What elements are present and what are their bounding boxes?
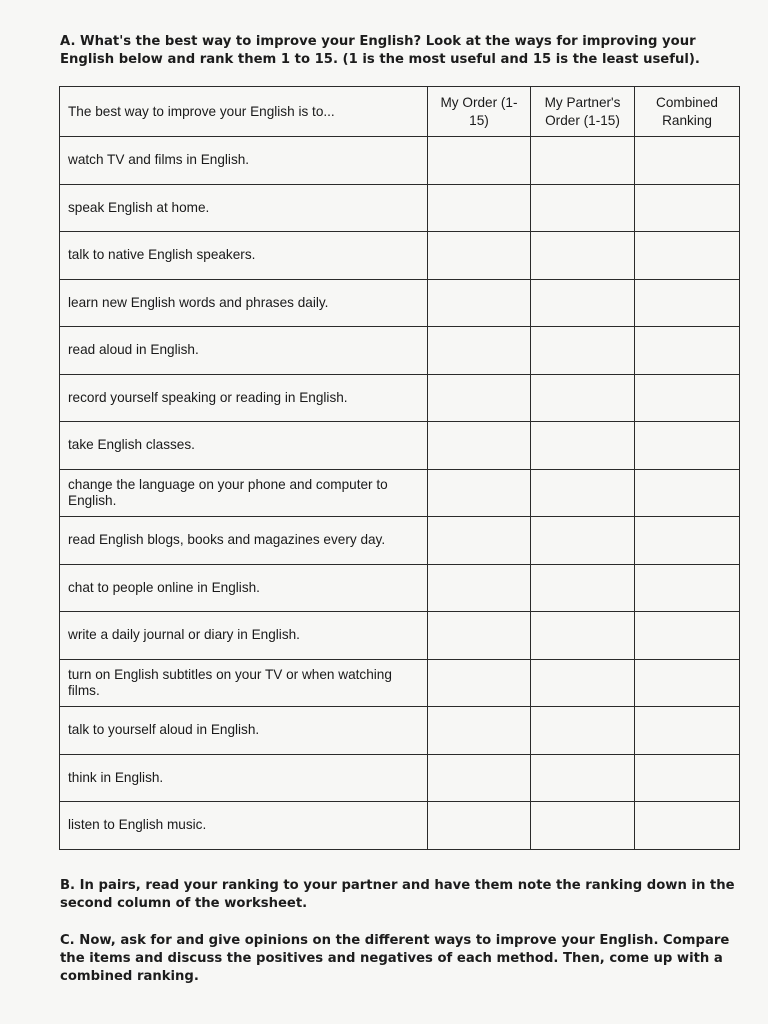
table-row xyxy=(60,232,740,280)
row-item-text: talk to native English speakers. xyxy=(60,232,428,280)
row-item-text: learn new English words and phrases daily. xyxy=(60,279,428,327)
row-item-text: change the language on your phone and computer to English. xyxy=(60,469,428,517)
combined-ranking-cell[interactable] xyxy=(635,422,740,470)
row-item-text: talk to yourself aloud in English. xyxy=(60,707,428,755)
partner-order-cell[interactable] xyxy=(531,564,635,612)
partner-order-cell[interactable] xyxy=(531,469,635,517)
row-item-text: write a daily journal or diary in English. xyxy=(60,612,428,660)
header-my-order: My Order (1-15) xyxy=(428,87,531,137)
header-combined-ranking: Combined Ranking xyxy=(635,87,740,137)
combined-ranking-cell[interactable] xyxy=(635,517,740,565)
partner-order-cell[interactable] xyxy=(531,184,635,232)
partner-order-cell[interactable] xyxy=(531,279,635,327)
row-item-text: take English classes. xyxy=(60,422,428,470)
table-header-row xyxy=(60,87,740,137)
header-ways: The best way to improve your English is to... xyxy=(60,87,428,137)
table-row xyxy=(60,422,740,470)
header-partner-order: My Partner's Order (1-15) xyxy=(531,87,635,137)
my-order-cell[interactable] xyxy=(428,422,531,470)
row-item-text: turn on English subtitles on your TV or when watching films. xyxy=(60,659,428,707)
my-order-cell[interactable] xyxy=(428,279,531,327)
instruction-c: C. Now, ask for and give opinions on the different ways to improve your English. Compare the items and discuss the positives and negatives of each method. Then, come up with a combined ranking. xyxy=(60,933,730,984)
combined-ranking-cell[interactable] xyxy=(635,612,740,660)
my-order-cell[interactable] xyxy=(428,374,531,422)
table-row xyxy=(60,564,740,612)
combined-ranking-cell[interactable] xyxy=(635,707,740,755)
combined-ranking-cell[interactable] xyxy=(635,327,740,375)
combined-ranking-cell[interactable] xyxy=(635,184,740,232)
row-item-text: listen to English music. xyxy=(60,802,428,850)
combined-ranking-cell[interactable] xyxy=(635,802,740,850)
partner-order-cell[interactable] xyxy=(531,802,635,850)
table-row xyxy=(60,659,740,707)
row-item-text: record yourself speaking or reading in English. xyxy=(60,374,428,422)
partner-order-cell[interactable] xyxy=(531,422,635,470)
table-row xyxy=(60,517,740,565)
combined-ranking-cell[interactable] xyxy=(635,469,740,517)
my-order-cell[interactable] xyxy=(428,564,531,612)
combined-ranking-cell[interactable] xyxy=(635,659,740,707)
table-row xyxy=(60,374,740,422)
ranking-table xyxy=(59,86,740,850)
table-row xyxy=(60,137,740,185)
instruction-b: B. In pairs, read your ranking to your partner and have them note the ranking down in the second column of the worksheet. xyxy=(60,878,735,911)
combined-ranking-cell[interactable] xyxy=(635,137,740,185)
table-row xyxy=(60,707,740,755)
combined-ranking-cell[interactable] xyxy=(635,374,740,422)
row-item-text: chat to people online in English. xyxy=(60,564,428,612)
my-order-cell[interactable] xyxy=(428,659,531,707)
row-item-text: speak English at home. xyxy=(60,184,428,232)
combined-ranking-cell[interactable] xyxy=(635,279,740,327)
my-order-cell[interactable] xyxy=(428,327,531,375)
table-row xyxy=(60,184,740,232)
partner-order-cell[interactable] xyxy=(531,137,635,185)
partner-order-cell[interactable] xyxy=(531,707,635,755)
row-item-text: think in English. xyxy=(60,754,428,802)
row-item-text: read English blogs, books and magazines every day. xyxy=(60,517,428,565)
partner-order-cell[interactable] xyxy=(531,754,635,802)
my-order-cell[interactable] xyxy=(428,184,531,232)
table-row xyxy=(60,469,740,517)
partner-order-cell[interactable] xyxy=(531,327,635,375)
my-order-cell[interactable] xyxy=(428,707,531,755)
combined-ranking-cell[interactable] xyxy=(635,232,740,280)
table-body xyxy=(60,137,740,850)
table-row xyxy=(60,279,740,327)
partner-order-cell[interactable] xyxy=(531,517,635,565)
my-order-cell[interactable] xyxy=(428,612,531,660)
partner-order-cell[interactable] xyxy=(531,612,635,660)
table-row xyxy=(60,802,740,850)
table-row xyxy=(60,612,740,660)
instruction-a: A. What's the best way to improve your English? Look at the ways for improving your English below and rank them 1 to 15. (1 is the most useful and 15 is the least useful). xyxy=(60,34,700,67)
table-row xyxy=(60,754,740,802)
row-item-text: watch TV and films in English. xyxy=(60,137,428,185)
combined-ranking-cell[interactable] xyxy=(635,564,740,612)
my-order-cell[interactable] xyxy=(428,232,531,280)
partner-order-cell[interactable] xyxy=(531,232,635,280)
partner-order-cell[interactable] xyxy=(531,659,635,707)
combined-ranking-cell[interactable] xyxy=(635,754,740,802)
my-order-cell[interactable] xyxy=(428,802,531,850)
row-item-text: read aloud in English. xyxy=(60,327,428,375)
partner-order-cell[interactable] xyxy=(531,374,635,422)
my-order-cell[interactable] xyxy=(428,469,531,517)
my-order-cell[interactable] xyxy=(428,517,531,565)
my-order-cell[interactable] xyxy=(428,754,531,802)
table-row xyxy=(60,327,740,375)
my-order-cell[interactable] xyxy=(428,137,531,185)
